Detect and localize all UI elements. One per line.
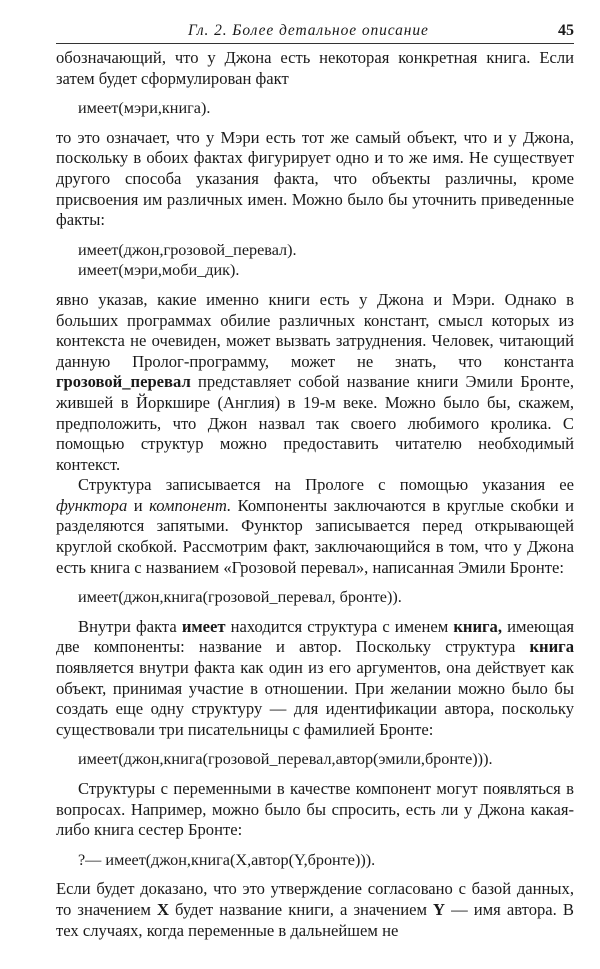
code-structure-book: имеет(джон,книга(грозовой_перевал, бронте)). [78,588,402,607]
code-query: ?— имеет(джон,книга(X,автор(Y,бронте))). [78,850,376,869]
paragraph-7-text-c: — имя автора. В тех случаях, когда переменные в дальнейшем не [56,899,574,940]
bold-term-imeet: имеет [181,616,226,636]
italic-term-functor: функтора [56,495,128,515]
italic-term-components: компонент. [149,495,232,515]
paragraph-3-text-a: явно указав, какие именно книги есть у Джона и Мэри. Однако в больших программах обилие различных констант, смысл которых из контекста не очевиден, может вызвать затруднения. Человек, читающий данную Пролог-программу, может не знать, что константа [56,289,574,371]
bold-var-y: Y [433,899,446,919]
bold-var-x: X [156,899,169,919]
bold-term-kniga: книга, [453,616,502,636]
bold-term-grozovoi-pereval: грозовой_перевал [56,372,191,392]
paragraph-4-text-a: Структура записывается на Прологе с помощью указания ее [78,475,574,495]
paragraph-5 [56,617,574,741]
bold-term-kniga-2: книга [529,637,574,657]
running-title: Гл. 2. Более детальное описание [188,22,429,39]
paragraph-2: то это означает, что у Мэри есть тот же самый объект, что и у Джона, поскольку в обоих фактах фигурирует одно и то же имя. Не существует другого способа указания факта, что объекты различны, кроме присвоения им различных имен. Можно было бы уточнить приведенные факты: [56,127,574,230]
paragraph-3 [56,290,574,475]
paragraph-4 [56,475,574,578]
running-header [56,22,574,44]
book-page [56,22,574,941]
paragraph-1: обозначающий, что у Джона есть некоторая конкретная книга. Если затем будет сформулирован факт [56,48,574,88]
code-fact-john-wuthering: имеет(джон,грозовой_перевал). [78,240,297,259]
paragraph-6: Структуры с переменными в качестве компонент могут появляться в вопросах. Например, можно было бы спросить, есть ли у Джона какая-либо книга сестер Бронте: [56,779,574,840]
paragraph-4-text-b: и [127,495,150,515]
page-number: 45 [558,22,574,39]
code-structure-author: имеет(джон,книга(грозовой_перевал,автор(эмили,бронте))). [78,750,493,769]
paragraph-5-text-b: находится структура с именем [225,616,454,636]
paragraph-7-text-a: Если будет доказано, что это утверждение согласовано с базой данных, то значением [56,879,574,919]
paragraph-5-text-c: имеющая две компоненты: название и автор. Поскольку структура [56,616,574,657]
paragraph-5-text-a: Внутри факта [78,616,182,636]
code-fact-mary-mobydick: имеет(мэри,моби_дик). [78,261,240,280]
paragraph-7 [56,879,574,941]
paragraph-4-text-c: Компоненты заключаются в круглые скобки и разделяются запятыми. Функтор записывается перед открывающей круглой скобкой. Рассмотрим факт, заключающийся в том, что у Джона есть книга с названием «Грозовой перевал», написанная Эмили Бронте: [56,495,574,577]
paragraph-3-text-b: представляет собой название книги Эмили Бронте, жившей в Йоркшире (Англия) в 19-м веке. Можно было бы, скажем, предположить, что Джон назвал так своего любимого кролика. С помощью структур можно предоставить читателю необходимый контекст. [56,372,574,474]
paragraph-7-text-b: будет название книги, а значением [168,899,434,919]
code-fact-mary-book: имеет(мэри,книга). [78,99,211,118]
paragraph-5-text-d: появляется внутри факта как один из его аргументов, она действует как объект, принимая участие в отношении. При желании можно было бы создать еще одну структуру — для идентификации автора, поскольку существовали три писательницы с фамилией Бронте: [56,658,574,739]
